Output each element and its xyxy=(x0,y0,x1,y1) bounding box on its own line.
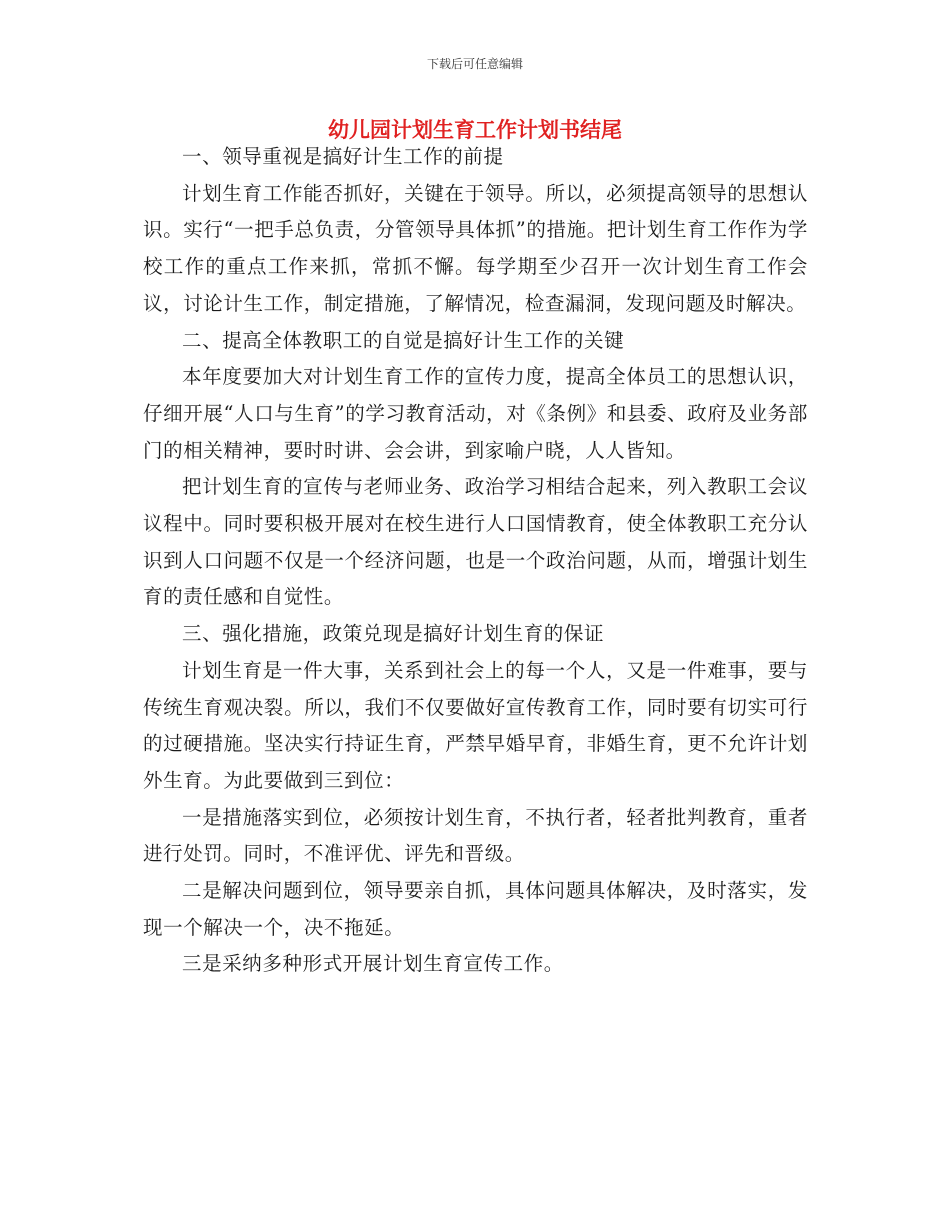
page-header-note: 下载后可任意编辑 xyxy=(426,57,523,71)
paragraph: 计划生育工作能否抓好，关键在于领导。所以，必须提高领导的思想认识。实行“一把手总负责，分管领导具体抓”的措施。把计划生育工作作为学校工作的重点工作来抓，常抓不懈。每学期至少召开一次计划生育工作会议，讨论计生工作，制定措施，了解情况，检查漏洞，发现问题及时解决。 xyxy=(143,181,808,315)
paragraph: 二是解决问题到位，领导要亲自抓，具体问题具体解决，及时落实，发现一个解决一个，决不拖延。 xyxy=(143,879,808,939)
paragraph: 计划生育是一件大事，关系到社会上的每一个人，又是一件难事，要与传统生育观决裂。所以，我们不仅要做好宣传教育工作，同时要有切实可行的过硬措施。坚决实行持证生育，严禁早婚早育，非婚生育，更不允许计划外生育。为此要做到三到位： xyxy=(143,658,808,792)
document-body xyxy=(143,139,808,983)
paragraph: 一是措施落实到位，必须按计划生育，不执行者，轻者批判教育，重者进行处罚。同时，不准评优、评先和晋级。 xyxy=(143,805,808,866)
paragraph: 三是采纳多种形式开展计划生育宣传工作。 xyxy=(182,952,564,976)
section-heading-1: 一、领导重视是搞好计生工作的前提 xyxy=(182,145,504,168)
paragraph: 本年度要加大对计划生育工作的宣传力度，提高全体员工的思想认识，仔细开展“人口与生育”的学习教育活动，对《条例》和县委、政府及业务部门的相关精神，要时时讲、会会讲，到家喻户晓，人人皆知。 xyxy=(143,365,808,462)
section-heading-3: 三、强化措施，政策兑现是搞好计划生育的保证 xyxy=(182,622,605,646)
paragraph: 把计划生育的宣传与老师业务、政治学习相结合起来，列入教职工会议议程中。同时要积极开展对在校生进行人口国情教育，使全体教职工充分认识到人口问题不仅是一个经济问题，也是一个政治问题，从而，增强计划生育的责任感和自觉性。 xyxy=(143,475,808,609)
document-title: 幼儿园计划生育工作计划书结尾 xyxy=(328,117,622,142)
section-heading-2: 二、提高全体教职工的自觉是搞好计生工作的关键 xyxy=(182,328,625,352)
